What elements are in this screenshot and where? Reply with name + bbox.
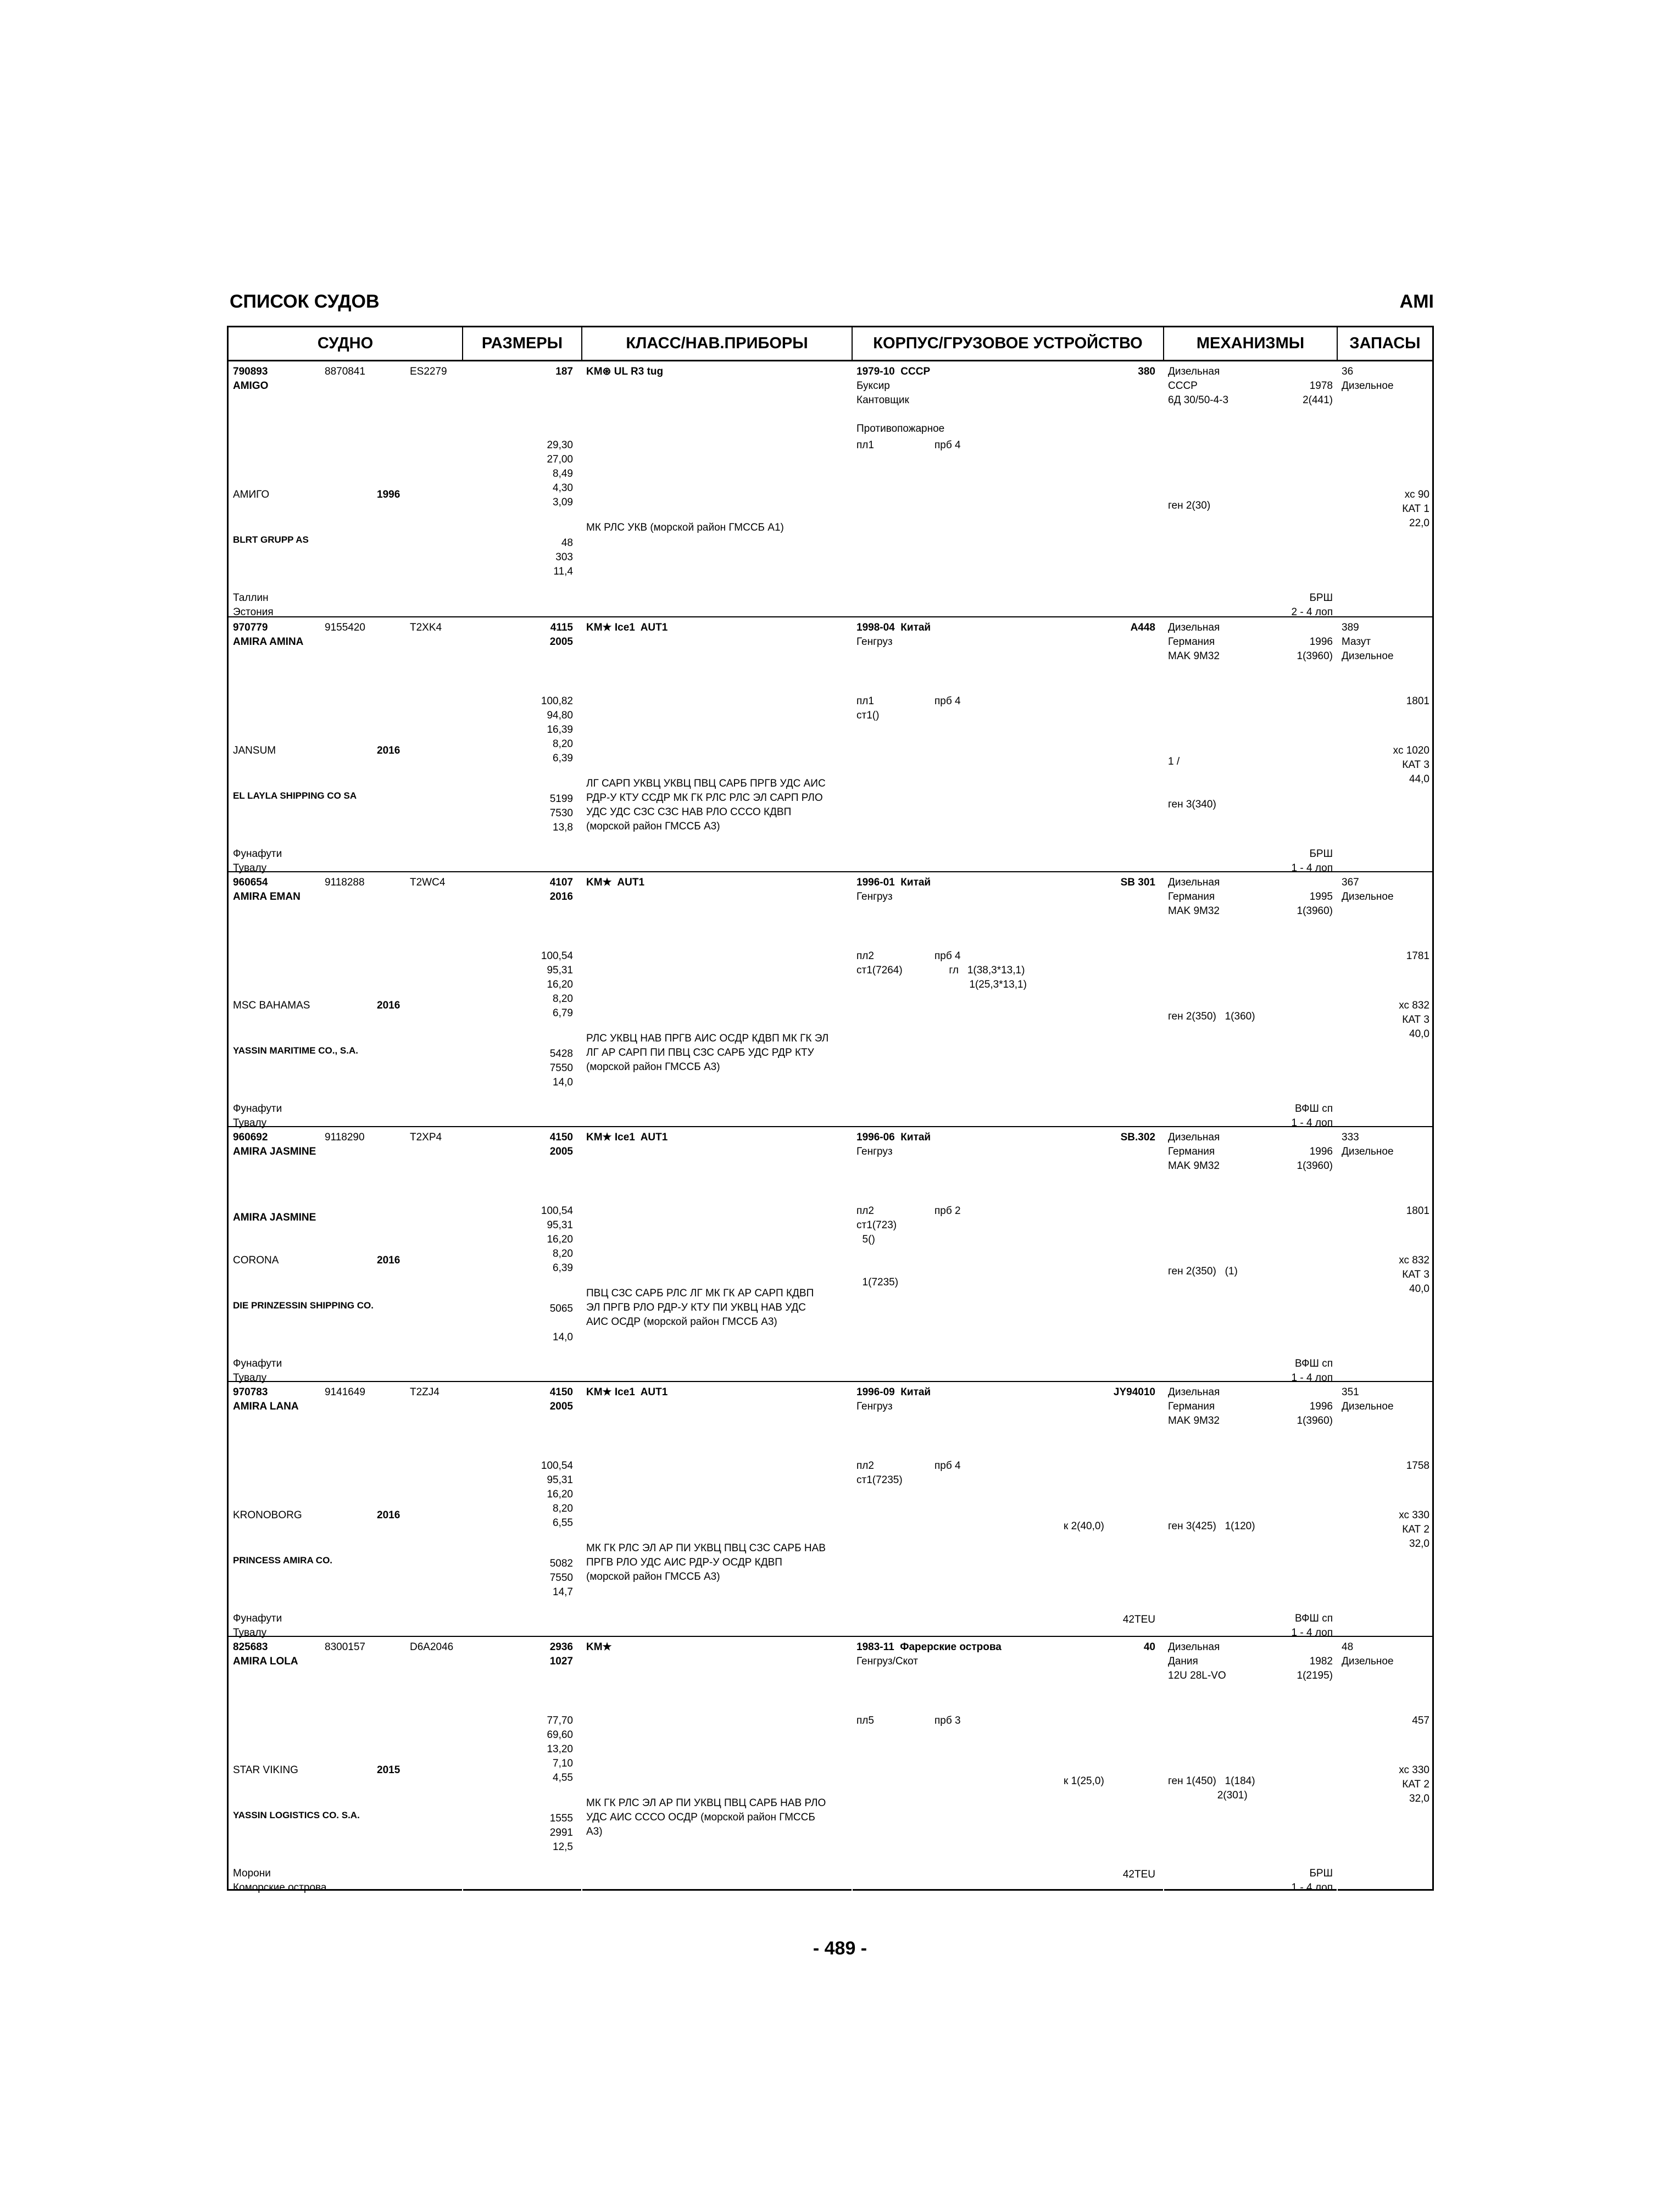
fuel-capacity: 1781: [1406, 950, 1429, 962]
nav-equipment: МК ГК РЛС ЭЛ АР ПИ УКВЦ ПВЦ СЗС САРБ НАВ ПРГВ РЛО УДС АИС РДР-У ОСДР КДВП (морской район ГМССБ А3): [586, 1542, 826, 1583]
deadweight-block: 5082 7550 14,7: [549, 1558, 573, 1598]
fuel-stores: 351 Дизельное: [1342, 1386, 1394, 1412]
call-sign: ES2279: [410, 366, 447, 377]
imo-number: 9118290: [325, 1132, 365, 1143]
imo-number: 9141649: [325, 1386, 365, 1398]
engine-year: 1996 1(3960): [1297, 1146, 1333, 1172]
propeller: ВФШ сп 1 - 4 лоп: [1291, 1613, 1333, 1639]
engine-type: Дизельная Германия MAK 9M32: [1168, 622, 1220, 662]
ship-name: AMIGO: [233, 380, 269, 392]
fuel-stores: 389 Мазут Дизельное: [1342, 622, 1394, 662]
call-sign: T2ZJ4: [410, 1386, 440, 1398]
ship-list-table: [227, 326, 1434, 1891]
ship-name: AMIRA LOLA: [233, 1656, 298, 1667]
gross-tonnage: 4150: [549, 1386, 573, 1398]
build-date-country: 1979-10 СССР: [856, 366, 931, 377]
deadweight-block: 5428 7550 14,0: [549, 1048, 573, 1088]
gross-tonnage: 4150: [549, 1132, 573, 1143]
nav-equipment: РЛС УКВЦ НАВ ПРГВ АИС ОСДР КДВП МК ГК ЭЛ ЛГ АР САРП ПИ ПВЦ СЗС САРБ УДС РДР КТУ (морской район ГМССБ А3): [586, 1033, 829, 1073]
build-date-country: 1996-06 Китай: [856, 1132, 931, 1143]
engine-year: 1996 1(3960): [1297, 1401, 1333, 1427]
hatches: прб 3: [934, 1715, 961, 1726]
hull-number: 380: [1138, 366, 1155, 377]
imo-number: 9118288: [325, 877, 365, 888]
class-notation: KM★: [586, 1641, 612, 1653]
generators: ген 2(30): [1168, 500, 1211, 511]
deadweight-block: 48 303 11,4: [553, 537, 573, 577]
net-tonnage: 2005: [549, 636, 573, 648]
fuel-capacity: 457: [1412, 1715, 1429, 1726]
holds: пл2 ст1(723) 5() 1(7235): [856, 1205, 899, 1288]
col-ship: СУДНО: [229, 327, 462, 361]
previous-name-year: 2016: [377, 1255, 400, 1266]
teu-capacity: 42TEU: [1122, 1869, 1155, 1880]
previous-name-year: 2016: [377, 745, 400, 756]
propeller: ВФШ сп 1 - 4 лоп: [1291, 1103, 1333, 1129]
home-port: Таллин: [233, 592, 269, 604]
speed-category: хс 330 КАТ 2 32,0: [1399, 1764, 1429, 1804]
deadweight-block: 5065 14,0: [549, 1303, 573, 1343]
owner-name: EL LAYLA SHIPPING CO SA: [233, 790, 357, 801]
fuel-capacity: 1801: [1406, 695, 1429, 707]
home-port: Морони: [233, 1868, 271, 1879]
hatches: прб 2: [934, 1205, 961, 1217]
fuel-stores: 48 Дизельное: [1342, 1641, 1394, 1667]
previous-name-year: 2016: [377, 1000, 400, 1011]
fuel-stores: 367 Дизельное: [1342, 877, 1394, 903]
build-date-country: 1996-01 Китай: [856, 877, 931, 888]
ship-type: Буксир Кантовщик Противопожарное: [856, 380, 945, 434]
fuel-capacity: 1801: [1406, 1205, 1429, 1217]
vessel-record: [229, 871, 1432, 1129]
owner-name: DIE PRINZESSIN SHIPPING CO.: [233, 1300, 374, 1311]
holds: пл5: [856, 1715, 874, 1726]
vessel-record: [229, 1126, 1432, 1384]
hatches: прб 4 гл 1(38,3*13,1) 1(25,3*13,1): [934, 950, 1027, 990]
hull-number: 40: [1143, 1641, 1155, 1653]
previous-name-year: 2016: [377, 1509, 400, 1521]
cargo-gear: к 1(25,0): [1064, 1775, 1104, 1787]
call-sign: D6A2046: [410, 1641, 454, 1653]
vessel-record: [229, 616, 1432, 874]
vessel-record: [229, 1636, 1432, 1891]
speed-category: хс 330 КАТ 2 32,0: [1399, 1509, 1429, 1550]
flag-state: Тувалу: [233, 862, 267, 874]
ship-name: AMIRA EMAN: [233, 891, 301, 903]
holds: пл1: [856, 439, 874, 451]
ship-name: AMIRA AMINA: [233, 636, 304, 648]
former-name: AMIRA JASMINE: [233, 1212, 316, 1223]
flag-state: Коморские острова: [233, 1882, 327, 1893]
owner-name: PRINCESS AMIRA CO.: [233, 1555, 333, 1566]
holds: пл2 ст1(7264): [856, 950, 903, 976]
hatches: прб 4: [934, 439, 961, 451]
home-port: Фунафути: [233, 1103, 282, 1115]
generators: ген 3(425) 1(120): [1168, 1520, 1255, 1532]
call-sign: T2XP4: [410, 1132, 442, 1143]
class-notation: KM★ Ice1 AUT1: [586, 1132, 668, 1143]
ship-name: AMIRA JASMINE: [233, 1146, 316, 1157]
class-notation: KM⊛ UL R3 tug: [586, 366, 664, 377]
flag-state: Тувалу: [233, 1117, 267, 1129]
ship-type: Генгруз: [856, 1146, 893, 1157]
imo-number: 8300157: [325, 1641, 365, 1653]
speed-category: хс 1020 КАТ 3 44,0: [1393, 745, 1429, 785]
header-code: AMI: [1399, 291, 1434, 312]
generators: ген 2(350) (1): [1168, 1266, 1238, 1277]
home-port: Фунафути: [233, 848, 282, 860]
gross-tonnage: 4115: [550, 622, 573, 633]
page-number: - 489 -: [813, 1938, 867, 1959]
nav-equipment: МК РЛС УКВ (морской район ГМССБ А1): [586, 522, 784, 533]
main-dimensions: 77,70 69,60 13,20 7,10 4,55: [547, 1715, 573, 1784]
fuel-stores: 333 Дизельное: [1342, 1132, 1394, 1157]
main-dimensions: 100,82 94,80 16,39 8,20 6,39: [541, 695, 573, 764]
gross-tonnage: 2936: [549, 1641, 573, 1653]
vessel-record: [229, 361, 1432, 616]
propeller: БРШ 2 - 4 лоп: [1291, 592, 1333, 618]
net-tonnage: 1027: [549, 1656, 573, 1667]
engine-type: Дизельная Дания 12U 28L-VO: [1168, 1641, 1226, 1681]
previous-name-year: 1996: [377, 489, 400, 500]
net-tonnage: 2016: [549, 891, 573, 903]
speed-category: хс 832 КАТ 3 40,0: [1399, 1000, 1429, 1040]
flag-state: Эстония: [233, 606, 274, 618]
engine-type: Дизельная Германия MAK 9M32: [1168, 877, 1220, 917]
owner-name: BLRT GRUPP AS: [233, 534, 309, 545]
previous-name: АМИГО: [233, 489, 270, 500]
engine-type: Дизельная Германия MAK 9M32: [1168, 1386, 1220, 1427]
holds: пл1 ст1(): [856, 695, 880, 721]
imo-number: 9155420: [325, 622, 365, 633]
ship-type: Генгруз: [856, 891, 893, 903]
hull-number: A448: [1130, 622, 1155, 633]
fuel-capacity: 1758: [1406, 1460, 1429, 1472]
imo-number: 8870841: [325, 366, 365, 377]
hatches: прб 4: [934, 695, 961, 707]
generators: 1 / ген 3(340): [1168, 756, 1216, 810]
engine-year: 1978 2(441): [1303, 380, 1333, 406]
propeller: БРШ 1 - 4 лоп: [1291, 1868, 1333, 1893]
class-notation: KM★ AUT1: [586, 877, 645, 888]
reg-number: 825683: [233, 1641, 268, 1653]
call-sign: T2WC4: [410, 877, 446, 888]
col-hull: КОРПУС/ГРУЗОВОЕ УСТРОЙСТВО: [853, 327, 1163, 361]
hull-number: SB 301: [1120, 877, 1155, 888]
holds: пл2 ст1(7235): [856, 1460, 903, 1486]
flag-state: Тувалу: [233, 1372, 267, 1384]
ship-type: Генгруз: [856, 636, 893, 648]
col-dimensions: РАЗМЕРЫ: [463, 327, 581, 361]
propeller: ВФШ сп 1 - 4 лоп: [1291, 1358, 1333, 1384]
generators: ген 1(450) 1(184) 2(301): [1168, 1775, 1255, 1801]
generators: ген 2(350) 1(360): [1168, 1011, 1255, 1022]
teu-capacity: 42TEU: [1122, 1614, 1155, 1625]
vessel-record: [229, 1381, 1432, 1639]
build-date-country: 1996-09 Китай: [856, 1386, 931, 1398]
previous-name: CORONA: [233, 1255, 279, 1266]
engine-year: 1996 1(3960): [1297, 636, 1333, 662]
gross-tonnage: 187: [555, 366, 573, 377]
net-tonnage: 2005: [549, 1401, 573, 1412]
previous-name: STAR VIKING: [233, 1764, 298, 1776]
fuel-stores: 36 Дизельное: [1342, 366, 1394, 392]
speed-category: хс 90 КАТ 1 22,0: [1402, 489, 1429, 529]
engine-type: Дизельная СССР 6Д 30/50-4-3: [1168, 366, 1229, 406]
class-notation: KM★ Ice1 AUT1: [586, 1386, 668, 1398]
main-dimensions: 100,54 95,31 16,20 8,20 6,39: [541, 1205, 573, 1274]
class-notation: KM★ Ice1 AUT1: [586, 622, 668, 633]
engine-year: 1982 1(2195): [1297, 1656, 1333, 1681]
call-sign: T2XK4: [410, 622, 442, 633]
home-port: Фунафути: [233, 1358, 282, 1369]
header-title: СПИСОК СУДОВ: [230, 291, 380, 312]
owner-name: YASSIN LOGISTICS CO. S.A.: [233, 1810, 360, 1820]
reg-number: 960654: [233, 877, 268, 888]
main-dimensions: 100,54 95,31 16,20 8,20 6,55: [541, 1460, 573, 1529]
build-date-country: 1998-04 Китай: [856, 622, 931, 633]
build-date-country: 1983-11 Фарерские острова: [856, 1641, 1002, 1653]
reg-number: 960692: [233, 1132, 268, 1143]
nav-equipment: ЛГ САРП УКВЦ УКВЦ ПВЦ САРБ ПРГВ УДС АИС РДР-У КТУ ССДР МК ГК РЛС РЛС ЭЛ САРП РЛО УДС УДС СЗС СЗС НАВ РЛО СССО КДВП (морской район ГМССБ А3): [586, 778, 826, 832]
col-machinery: МЕХАНИЗМЫ: [1164, 327, 1337, 361]
main-dimensions: 29,30 27,00 8,49 4,30 3,09: [547, 439, 573, 508]
flag-state: Тувалу: [233, 1627, 267, 1639]
reg-number: 790893: [233, 366, 268, 377]
previous-name: MSC BAHAMAS: [233, 1000, 310, 1011]
ship-type: Генгруз/Скот: [856, 1656, 918, 1667]
hull-number: SB.302: [1120, 1132, 1155, 1143]
col-class: КЛАСС/НАВ.ПРИБОРЫ: [582, 327, 852, 361]
previous-name-year: 2015: [377, 1764, 400, 1776]
speed-category: хс 832 КАТ 3 40,0: [1399, 1255, 1429, 1295]
main-dimensions: 100,54 95,31 16,20 8,20 6,79: [541, 950, 573, 1019]
engine-year: 1995 1(3960): [1297, 891, 1333, 917]
gross-tonnage: 4107: [549, 877, 573, 888]
previous-name: JANSUM: [233, 745, 276, 756]
ship-type: Генгруз: [856, 1401, 893, 1412]
deadweight-block: 1555 2991 12,5: [549, 1813, 573, 1853]
net-tonnage: 2005: [549, 1146, 573, 1157]
previous-name: KRONOBORG: [233, 1509, 302, 1521]
col-stores: ЗАПАСЫ: [1338, 327, 1432, 361]
hatches: прб 4: [934, 1460, 961, 1472]
cargo-gear: к 2(40,0): [1064, 1520, 1104, 1532]
nav-equipment: МК ГК РЛС ЭЛ АР ПИ УКВЦ ПВЦ САРБ НАВ РЛО УДС АИС СССО ОСДР (морской район ГМССБ А3): [586, 1797, 826, 1837]
propeller: БРШ 1 - 4 лоп: [1291, 848, 1333, 874]
owner-name: YASSIN MARITIME CO., S.A.: [233, 1045, 358, 1056]
reg-number: 970783: [233, 1386, 268, 1398]
hull-number: JY94010: [1113, 1386, 1155, 1398]
ship-name: AMIRA LANA: [233, 1401, 299, 1412]
reg-number: 970779: [233, 622, 268, 633]
deadweight-block: 5199 7530 13,8: [549, 793, 573, 833]
engine-type: Дизельная Германия MAK 9M32: [1168, 1132, 1220, 1172]
nav-equipment: ПВЦ СЗС САРБ РЛС ЛГ МК ГК АР САРП КДВП ЭЛ ПРГВ РЛО РДР-У КТУ ПИ УКВЦ НАВ УДС АИС ОСДР (морской район ГМССБ А3): [586, 1288, 814, 1328]
home-port: Фунафути: [233, 1613, 282, 1624]
